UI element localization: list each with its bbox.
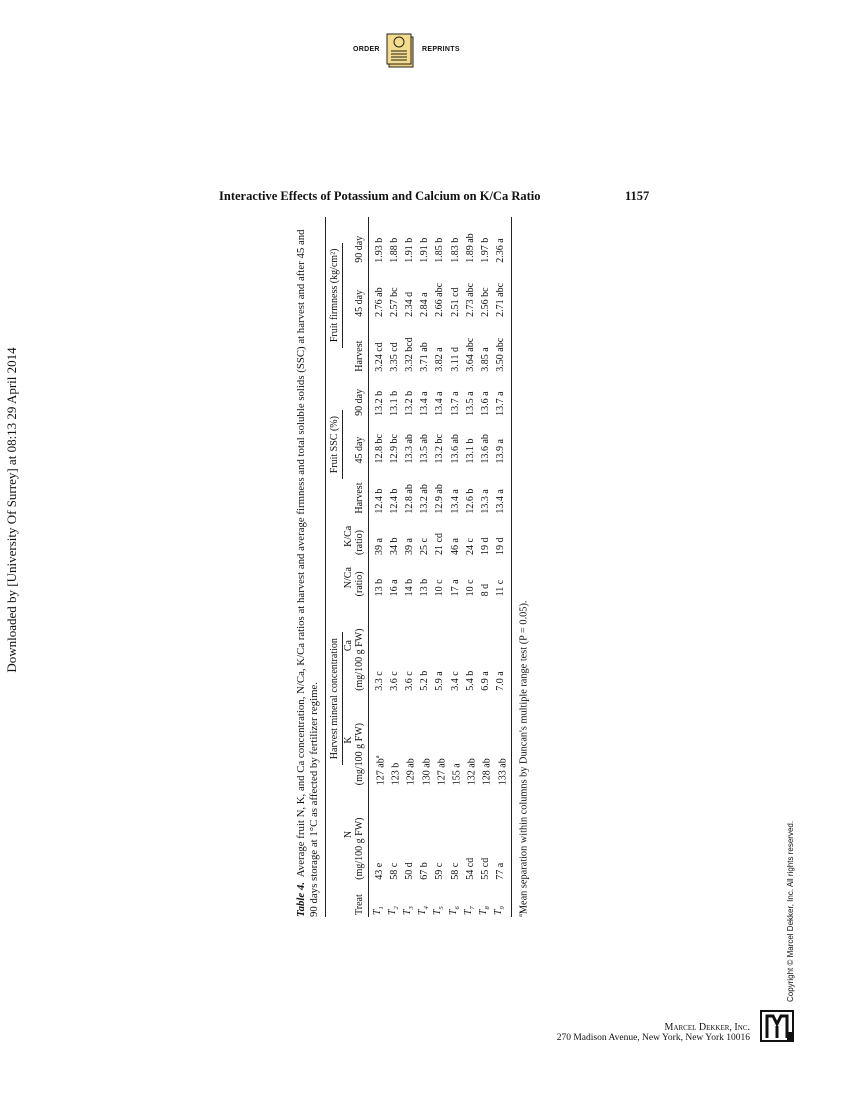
- cell-n: 77 a: [493, 787, 512, 881]
- cell-kca: 24 c: [464, 538, 476, 555]
- cell-ssc_h: 12.4 b: [388, 488, 400, 514]
- cell-kca: 19 d: [493, 516, 512, 557]
- cell-nca: 8 d: [480, 583, 492, 597]
- copyright-note: Copyright © Marcel Dekker, Inc. All rights reserved.: [786, 820, 795, 1002]
- cell-kca: 19 d: [480, 537, 492, 555]
- cell-f_90: 1.85 b: [434, 237, 446, 263]
- cell-nca: 11 c: [493, 557, 512, 598]
- cell-ssc_h: 12.6 b: [464, 488, 476, 514]
- col-kca-unit: (ratio): [354, 516, 368, 557]
- table-caption: [295, 217, 321, 917]
- publisher-address: 270 Madison Avenue, New York, New York 10016: [556, 1033, 750, 1043]
- cell-n: 54 cd: [464, 857, 476, 880]
- table-row: [387, 217, 402, 917]
- cell-nca: 17 a: [449, 579, 461, 597]
- cell-ssc_45: 13.6 ab: [449, 434, 461, 464]
- cell-k: 123 b: [390, 762, 402, 786]
- col-ssc-harvest: Harvest: [354, 466, 368, 516]
- cell-k: 127 ab: [436, 758, 448, 786]
- cell-n: 58 c: [388, 862, 400, 880]
- table-row: [463, 217, 478, 917]
- cell-n: 59 c: [434, 862, 446, 880]
- cell-ssc_h: 13.4 a: [449, 489, 461, 514]
- cell-ssc_h: 13.3 a: [480, 489, 492, 514]
- col-ca: Ca: [343, 640, 355, 652]
- cell-n: 67 b: [419, 862, 431, 880]
- cell-ssc_h: 13.2 ab: [419, 484, 431, 514]
- group-header-mineral: Harvest mineral concentration: [326, 516, 344, 882]
- table-caption-text: Average fruit N, K, and Ca concentration, N/Ca, K/Ca ratios at harvest and average firmness and total soluble solids (SSC) at harvest and after 45 and 90 days storage at 1°C as affected by fertilizer regime.: [295, 229, 320, 917]
- col-nca: N/Ca: [343, 567, 355, 589]
- table-row: [493, 217, 512, 917]
- cell-ssc_45: 13.5 ab: [419, 434, 431, 464]
- treatment-cell: $T_1$: [371, 906, 385, 915]
- cell-n: 50 d: [404, 862, 416, 880]
- col-k: K: [343, 736, 355, 744]
- cell-f_90: 2.36 a: [493, 217, 512, 265]
- cell-f_h: 3.32 bcd: [404, 337, 416, 372]
- col-firm-90: 90 day: [354, 217, 368, 265]
- cell-f_h: 3.85 a: [480, 347, 492, 372]
- cell-ca: 3.6 c: [388, 671, 400, 691]
- col-firm-harvest: Harvest: [354, 319, 368, 374]
- cell-f_h: 3.82 a: [434, 347, 446, 372]
- cell-kca: 21 cd: [434, 533, 446, 555]
- cell-f_45: 2.66 abc: [434, 282, 446, 317]
- cell-f_45: 2.84 a: [419, 292, 431, 317]
- col-firm-45: 45 day: [354, 265, 368, 319]
- cell-ca: 7.0 a: [493, 598, 512, 692]
- cell-kca: 39 a: [404, 538, 416, 555]
- table-label: Table 4.: [295, 882, 307, 917]
- treatment-cell: $T_3$: [402, 906, 416, 915]
- cell-ssc_45: 12.8 bc: [373, 434, 385, 464]
- cell-f_h: 3.11 d: [449, 347, 461, 372]
- cell-f_h: 3.24 cd: [373, 342, 385, 372]
- cell-ca: 5.9 a: [434, 671, 446, 691]
- cell-k: 130 ab: [420, 758, 432, 786]
- cell-n: 58 c: [449, 862, 461, 880]
- cell-f_45: 2.57 bc: [388, 287, 400, 317]
- treatment-cell: $T_5$: [432, 906, 446, 915]
- col-treat: Treat: [354, 882, 368, 917]
- cell-f_90: 1.97 b: [480, 237, 492, 263]
- cell-nca: 10 c: [434, 579, 446, 597]
- cell-f_h: 3.64 abc: [464, 337, 476, 372]
- footnote-mark: a: [517, 914, 525, 917]
- cell-ssc_45: 13.9 a: [493, 418, 512, 466]
- running-title: Interactive Effects of Potassium and Calcium on K/Ca Ratio: [219, 189, 541, 203]
- publisher-name: Marcel Dekker, Inc.: [664, 1022, 750, 1033]
- cell-f_90: 1.91 b: [419, 237, 431, 263]
- cell-n: 43 e: [373, 862, 385, 880]
- cell-k: 127 $ab^a$: [373, 755, 387, 786]
- cell-ca: 3.3 c: [373, 671, 385, 691]
- reprint-order-icon[interactable]: [385, 31, 417, 69]
- treatment-cell: $T_4$: [417, 906, 431, 915]
- publisher-logo-icon: [759, 1008, 797, 1044]
- cell-ssc_90: 13.2 b: [404, 390, 416, 416]
- cell-ssc_90: 13.7 a: [493, 374, 512, 418]
- table-footnote: [517, 217, 529, 917]
- cell-ssc_90: 13.6 a: [480, 391, 492, 416]
- cell-nca: 16 a: [388, 579, 400, 597]
- cell-ssc_h: 12.4 b: [373, 488, 385, 514]
- cell-ssc_90: 13.7 a: [449, 391, 461, 416]
- cell-kca: 39 a: [373, 538, 385, 555]
- col-k-unit: (mg/100 g FW): [354, 693, 368, 787]
- cell-ca: 5.4 b: [464, 670, 476, 691]
- cell-f_45: 2.76 ab: [373, 287, 385, 317]
- publisher-block: [553, 1022, 750, 1044]
- cell-f_45: 2.51 cd: [449, 287, 461, 317]
- cell-kca: 25 c: [419, 538, 431, 555]
- cell-n: 55 cd: [480, 857, 492, 880]
- cell-ssc_h: 12.9 ab: [434, 484, 446, 514]
- download-note: Downloaded by [University Of Surrey] at 08:13 29 April 2014: [4, 347, 19, 673]
- col-ca-unit: (mg/100 g FW): [354, 598, 368, 692]
- col-kca: K/Ca: [343, 525, 355, 547]
- group-header-ssc: Fruit SSC (%): [326, 374, 344, 516]
- cell-kca: 46 a: [449, 538, 461, 555]
- cell-nca: 13 b: [419, 578, 431, 597]
- table-row: [402, 217, 417, 917]
- table-row: [432, 217, 447, 917]
- page-number: 1157: [625, 189, 650, 203]
- treatment-cell: $T_2$: [386, 906, 400, 915]
- cell-k: 155 a: [451, 763, 463, 786]
- cell-f_45: 2.34 d: [404, 291, 416, 317]
- cell-ssc_90: 13.4 a: [434, 391, 446, 416]
- cell-ssc_h: 12.8 ab: [404, 484, 416, 514]
- cell-ca: 3.4 c: [449, 671, 461, 691]
- table-row: [448, 217, 463, 917]
- table-row: [417, 217, 432, 917]
- data-table: [325, 217, 512, 917]
- cell-f_90: 1.83 b: [449, 237, 461, 263]
- order-link[interactable]: ORDER: [353, 46, 380, 53]
- col-n-unit: (mg/100 g FW): [354, 787, 368, 881]
- cell-k: 132 ab: [466, 758, 478, 786]
- cell-f_90: 1.93 b: [373, 237, 385, 263]
- cell-nca: 14 b: [404, 578, 416, 597]
- cell-ssc_45: 13.3 ab: [404, 434, 416, 464]
- cell-ssc_90: 13.2 b: [373, 390, 385, 416]
- table-row: [368, 217, 387, 917]
- cell-ssc_45: 12.9 bc: [388, 434, 400, 464]
- table-body: [368, 217, 512, 917]
- cell-k: 128 ab: [481, 758, 493, 786]
- group-header-firmness: Fruit firmness (kg/cm²): [326, 217, 344, 374]
- cell-ssc_45: 13.6 ab: [480, 434, 492, 464]
- cell-k: 129 ab: [405, 758, 417, 786]
- footnote-text: Mean separation within columns by Duncan's multiple range test (P = 0.05).: [518, 600, 530, 915]
- cell-ca: 5.2 b: [419, 670, 431, 691]
- treatment-cell: $T_7$: [462, 906, 476, 915]
- cell-ssc_45: 13.1 b: [464, 438, 476, 464]
- col-ssc-45: 45 day: [354, 418, 368, 466]
- cell-f_45: 2.56 bc: [480, 287, 492, 317]
- cell-f_90: 1.88 b: [388, 237, 400, 263]
- cell-ssc_45: 13.2 bc: [434, 434, 446, 464]
- treatment-cell: $T_8$: [478, 906, 492, 915]
- cell-k: 133 ab: [493, 693, 512, 787]
- table-row: [478, 217, 493, 917]
- cell-ssc_h: 13.4 a: [493, 466, 512, 516]
- cell-kca: 34 b: [388, 537, 400, 555]
- cell-ca: 3.6 c: [404, 671, 416, 691]
- col-nca-unit: (ratio): [354, 557, 368, 598]
- cell-f_45: 2.71 abc: [493, 265, 512, 319]
- col-ssc-90: 90 day: [354, 374, 368, 418]
- cell-f_90: 1.89 ab: [464, 233, 476, 263]
- cell-nca: 13 b: [373, 578, 385, 597]
- cell-f_90: 1.91 b: [404, 237, 416, 263]
- col-n: N: [343, 830, 355, 839]
- cell-ca: 6.9 a: [480, 671, 492, 691]
- cell-nca: 10 c: [464, 579, 476, 597]
- cell-f_h: 3.50 abc: [493, 319, 512, 374]
- cell-f_h: 3.71 ab: [419, 342, 431, 372]
- treatment-cell: $T_6$: [447, 906, 461, 915]
- cell-ssc_90: 13.4 a: [419, 391, 431, 416]
- cell-ssc_90: 13.1 b: [388, 390, 400, 416]
- treatment-cell: $T_9$: [493, 882, 512, 917]
- cell-ssc_90: 13.5 a: [464, 391, 476, 416]
- cell-f_h: 3.35 cd: [388, 342, 400, 372]
- rotated-table-block: [295, 217, 567, 917]
- reprints-link[interactable]: REPRINTS: [422, 46, 460, 53]
- cell-f_45: 2.73 abc: [464, 282, 476, 317]
